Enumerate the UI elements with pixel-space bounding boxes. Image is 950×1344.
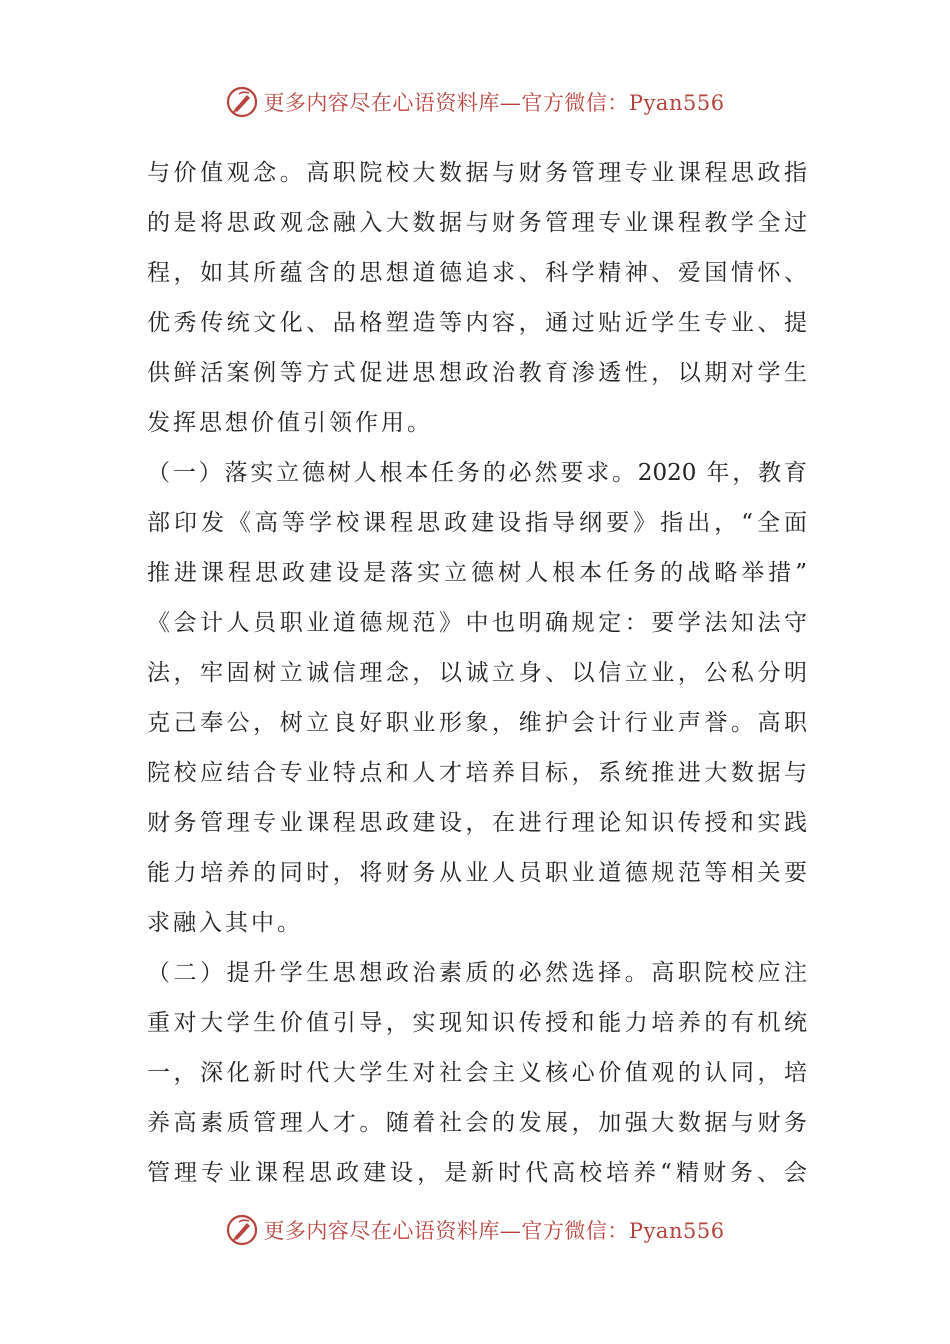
text-line: 克己奉公，树立良好职业形象，维护会计行业声誉。高职	[147, 710, 807, 736]
footer-banner	[0, 1210, 950, 1250]
text-line: 重对大学生价值引导，实现知识传授和能力培养的有机统	[147, 1010, 807, 1036]
section-heading-line: （一）落实立德树人根本任务的必然要求。2020 年，教育	[147, 460, 807, 486]
text-line: 管理专业课程思政建设，是新时代高校培养“精财务、会	[147, 1160, 807, 1186]
text-line: 程，如其所蕴含的思想道德追求、科学精神、爱国情怀、	[147, 260, 807, 286]
text-line: 法，牢固树立诚信理念，以诚立身、以信立业，公私分明	[147, 660, 807, 686]
text-line: 一，深化新时代大学生对社会主义核心价值观的认同，培	[147, 1060, 807, 1086]
header-banner	[0, 82, 950, 122]
text-line: 求融入其中。	[147, 910, 303, 936]
text-line: 优秀传统文化、品格塑造等内容，通过贴近学生专业、提	[147, 310, 807, 336]
text-line: 财务管理专业课程思政建设，在进行理论知识传授和实践	[147, 810, 807, 836]
text-line: 的是将思政观念融入大数据与财务管理专业课程教学全过	[147, 210, 807, 236]
text-line: 供鲜活案例等方式促进思想政治教育渗透性，以期对学生	[147, 360, 807, 386]
header-banner-text: 更多内容尽在心语资料库—官方微信：Pyan556	[263, 91, 725, 115]
text-line: 发挥思想价值引领作用。	[147, 410, 433, 436]
text-line: 与价值观念。高职院校大数据与财务管理专业课程思政指	[147, 160, 807, 186]
text-line: 能力培养的同时，将财务从业人员职业道德规范等相关要	[147, 860, 807, 886]
text-line: 部印发《高等学校课程思政建设指导纲要》指出，“全面	[147, 510, 807, 536]
text-line: 养高素质管理人才。随着社会的发展，加强大数据与财务	[147, 1110, 807, 1136]
footer-banner-text: 更多内容尽在心语资料库—官方微信：Pyan556	[263, 1219, 725, 1243]
document-body	[147, 148, 807, 1198]
text-line: 推进课程思政建设是落实立德树人根本任务的战略举措”	[147, 560, 807, 586]
text-line: 《会计人员职业道德规范》中也明确规定：要学法知法守	[147, 610, 807, 636]
text-line: 院校应结合专业特点和人才培养目标，系统推进大数据与	[147, 760, 807, 786]
pen-logo-icon	[225, 85, 259, 119]
section-heading-line: （二）提升学生思想政治素质的必然选择。高职院校应注	[147, 960, 807, 986]
pen-logo-icon	[225, 1213, 259, 1247]
